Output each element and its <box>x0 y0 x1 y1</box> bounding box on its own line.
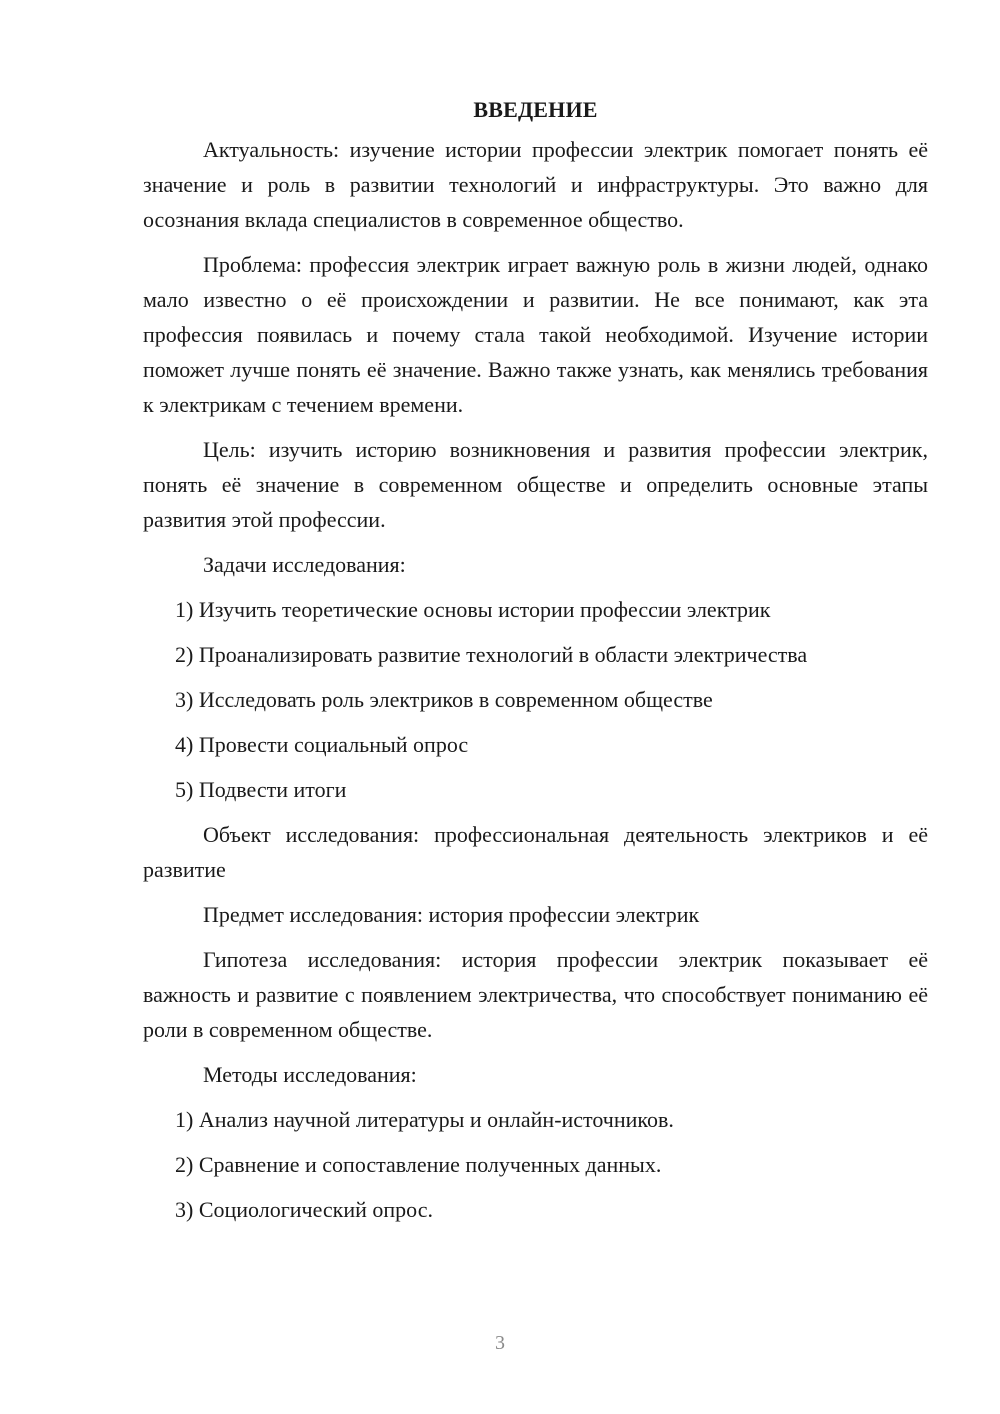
list-item: 4) Провести социальный опрос <box>175 732 469 757</box>
problem-paragraph: Проблема: профессия электрик играет важную роль в жизни людей, однако мало известно о её происхождении и развитии. Не все понимают, как эта профессия появилась и почему стала такой необходимой. Изучение истории поможет лучше понять её значение. Важно также узнать, как менялись требования к электрикам с течением времени. <box>143 252 928 417</box>
list-item: 2) Проанализировать развитие технологий в области электричества <box>175 642 808 667</box>
tasks-title: Задачи исследования: <box>203 552 406 577</box>
relevance-paragraph: Актуальность: изучение истории профессии электрик помогает понять её значение и роль в развитии технологий и инфраструктуры. Это важно для осознания вклада специалистов в современное общество. <box>143 137 928 232</box>
page-number: 3 <box>495 1332 505 1354</box>
methods-title: Методы исследования: <box>203 1062 417 1087</box>
tasks-list <box>143 592 928 807</box>
object-paragraph: Объект исследования: профессиональная деятельность электриков и её развитие <box>143 822 928 882</box>
list-item: 3) Социологический опрос. <box>175 1197 433 1222</box>
list-item: 1) Изучить теоретические основы истории профессии электрик <box>175 597 771 622</box>
subject-paragraph: Предмет исследования: история профессии электрик <box>203 902 700 927</box>
list-item: 5) Подвести итоги <box>175 777 347 802</box>
section-heading: ВВЕДЕНИЕ <box>473 97 598 122</box>
document-page <box>143 92 928 1237</box>
hypothesis-paragraph: Гипотеза исследования: история профессии электрик показывает её важность и развитие с появлением электричества, что способствует пониманию её роли в современном обществе. <box>143 947 928 1042</box>
list-item: 1) Анализ научной литературы и онлайн-источников. <box>175 1107 674 1132</box>
list-item: 2) Сравнение и сопоставление полученных данных. <box>175 1152 662 1177</box>
goal-paragraph: Цель: изучить историю возникновения и развития профессии электрик, понять её значение в современном обществе и определить основные этапы развития этой профессии. <box>143 437 928 532</box>
methods-list <box>143 1102 928 1227</box>
list-item: 3) Исследовать роль электриков в современном обществе <box>175 687 713 712</box>
